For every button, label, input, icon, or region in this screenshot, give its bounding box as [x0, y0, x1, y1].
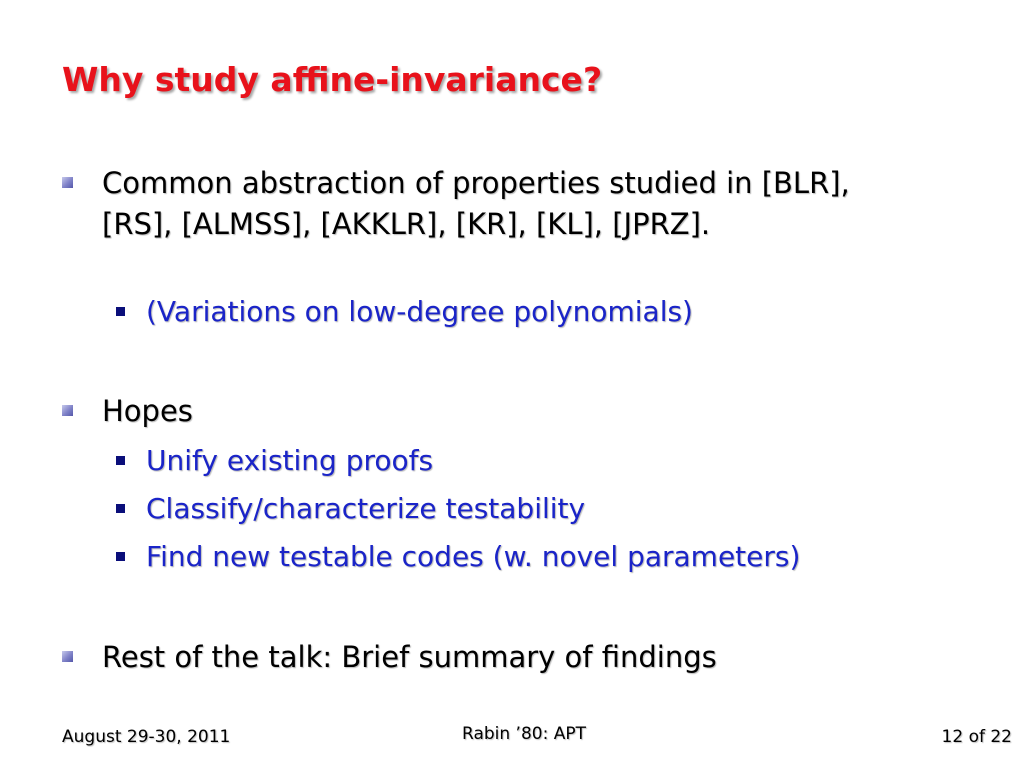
sub-bullet-item	[116, 293, 693, 331]
bullet-item	[62, 637, 912, 678]
sub-bullet-item	[116, 490, 585, 528]
bullet-item	[62, 163, 912, 245]
bullet-text: Common abstraction of properties studied in [BLR], [RS], [ALMSS], [AKKLR], [KR], [KL], [JPRZ].	[102, 166, 850, 241]
bullet-square-icon	[62, 405, 73, 416]
footer-page-number: 12 of 22	[941, 727, 1012, 747]
sub-bullet-square-icon	[116, 307, 125, 316]
sub-bullet-text: Classify/characterize testability	[146, 492, 586, 525]
sub-bullet-square-icon	[116, 504, 125, 513]
bullet-item	[62, 391, 912, 432]
bullet-text: Rest of the talk: Brief summary of findings	[102, 640, 717, 674]
sub-bullet-item	[116, 538, 800, 576]
sub-bullet-text: Unify existing proofs	[146, 444, 434, 477]
footer-date: August 29-30, 2011	[62, 727, 231, 747]
sub-bullet-text: Find new testable codes (w. novel parameters)	[146, 540, 801, 573]
bullet-square-icon	[62, 651, 73, 662]
sub-bullet-text: (Variations on low-degree polynomials)	[146, 295, 693, 328]
sub-bullet-item	[116, 442, 433, 480]
slide-title: Why study affine-invariance?	[62, 60, 603, 99]
bullet-text: Hopes	[102, 394, 193, 428]
sub-bullet-square-icon	[116, 552, 125, 561]
sub-bullet-square-icon	[116, 456, 125, 465]
bullet-square-icon	[62, 177, 73, 188]
footer-event: Rabin ’80: APT	[462, 724, 586, 744]
